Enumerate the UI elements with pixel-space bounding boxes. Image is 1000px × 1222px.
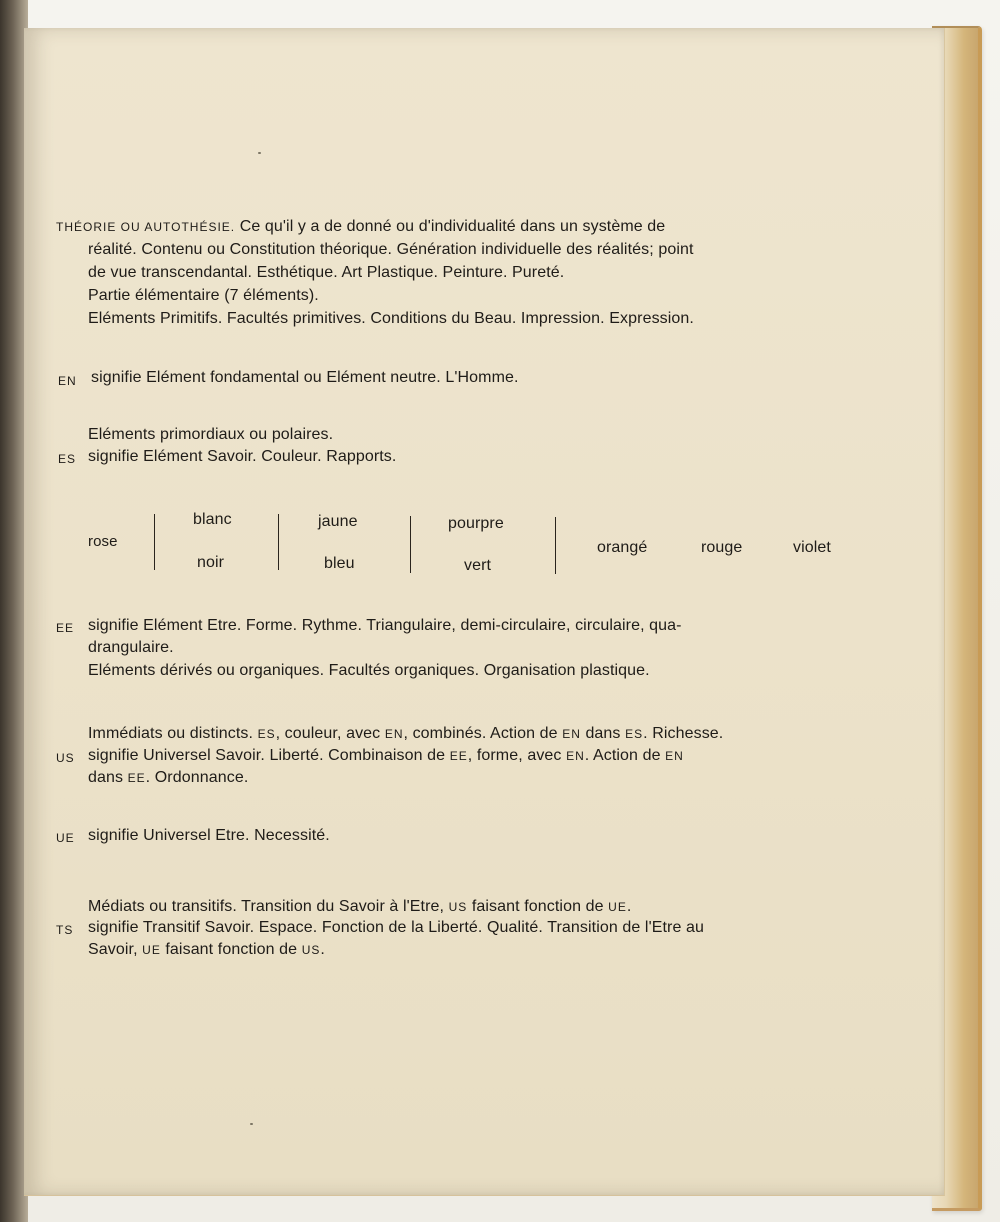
book-page [24,28,945,1196]
theory-line-5: Eléments Primitifs. Facultés primitives. Conditions du Beau. Impression. Expression. [88,310,694,327]
us-line-3 [88,767,248,789]
us-heading-line [88,723,723,745]
us-line-2-part-3: . Action de [584,747,661,764]
color-jaune: jaune [318,513,358,530]
us-inline-tag: US [448,900,468,914]
ts-line-3-part-2: faisant fonction de [165,941,298,958]
us-inline-tag-2: US [301,943,321,957]
color-noir: noir [197,554,225,571]
ts-line-3 [88,939,325,961]
theory-line-4: Partie élémentaire (7 éléments). [88,287,319,304]
us-line-3-part-1: dans [88,769,124,786]
ts-heading-line [88,896,631,918]
en-inline-tag: EN [384,727,404,741]
color-pourpre: pourpre [448,515,504,532]
paper-spot [250,1123,253,1125]
us-heading-part-3: , combinés. Action de [403,725,558,742]
color-divider-3 [410,516,411,573]
theory-line-2: réalité. Contenu ou Constitution théorique. Génération individuelle des réalités; point [88,241,694,258]
ee-tag: EE [56,621,75,635]
paper-spot [258,152,261,154]
ts-heading-part-1: Médiats ou transitifs. Transition du Savoir à l'Etre, [88,898,445,915]
theory-paragraph-line-1 [56,216,665,238]
us-line-2-part-1: signifie Universel Savoir. Liberté. Combinaison de [88,747,446,764]
color-divider-1 [154,514,155,570]
ue-inline-tag-2: UE [142,943,161,957]
us-line-3-part-2: . Ordonnance. [145,769,249,786]
ts-heading-part-3: . [626,898,632,915]
ts-line-2: signifie Transitif Savoir. Espace. Fonction de la Liberté. Qualité. Transition de l'Etre au [88,919,705,936]
color-rouge: rouge [701,539,743,556]
en-inline-tag-4: EN [665,749,684,763]
color-bleu: bleu [324,555,355,572]
ts-tag: TS [56,923,74,937]
ts-heading-part-2: faisant fonction de [471,898,604,915]
us-heading-part-4: dans [585,725,621,742]
ee-line-1: signifie Elément Etre. Forme. Rythme. Triangulaire, demi-circulaire, circulaire, qua- [88,617,682,634]
theory-heading: THÉORIE OU AUTOTHÉSIE. [56,220,236,234]
ee-inline-tag-2: EE [127,771,146,785]
en-text: signifie Elément fondamental ou Elément neutre. L'Homme. [91,369,519,386]
es-text: signifie Elément Savoir. Couleur. Rapports. [88,448,397,465]
color-divider-4 [555,517,556,574]
color-vert: vert [464,557,492,574]
color-rose: rose [88,533,118,550]
color-blanc: blanc [193,511,232,528]
us-line-2-part-2: , forme, avec [467,747,562,764]
us-heading-part-5: . Richesse. [643,725,724,742]
color-violet: violet [793,539,831,556]
us-heading-part-2: , couleur, avec [275,725,381,742]
ue-inline-tag: UE [608,900,627,914]
es-inline-tag-2: ES [625,727,644,741]
theory-line-1: Ce qu'il y a de donné ou d'individualité dans un système de [239,218,666,235]
ts-line-3-part-3: . [320,941,325,958]
ee-line-2: drangulaire. [88,639,174,656]
es-inline-tag: ES [257,727,276,741]
ue-text: signifie Universel Etre. Necessité. [88,827,330,844]
color-divider-2 [278,514,279,570]
es-tag: ES [58,452,77,466]
en-tag: EN [58,374,77,388]
ue-tag: UE [56,831,75,845]
ee-inline-tag: EE [449,749,468,763]
color-orange: orangé [597,539,648,556]
us-heading-part-1: Immédiats ou distincts. [88,725,254,742]
us-line-2 [88,745,684,767]
theory-line-3: de vue transcendantal. Esthétique. Art Plastique. Peinture. Pureté. [88,264,565,281]
us-tag: US [56,751,75,765]
es-heading: Eléments primordiaux ou polaires. [88,426,334,443]
en-inline-tag-3: EN [566,749,585,763]
ee-line-3: Eléments dérivés ou organiques. Facultés organiques. Organisation plastique. [88,662,650,679]
en-inline-tag-2: EN [562,727,581,741]
ts-line-3-part-1: Savoir, [88,941,138,958]
